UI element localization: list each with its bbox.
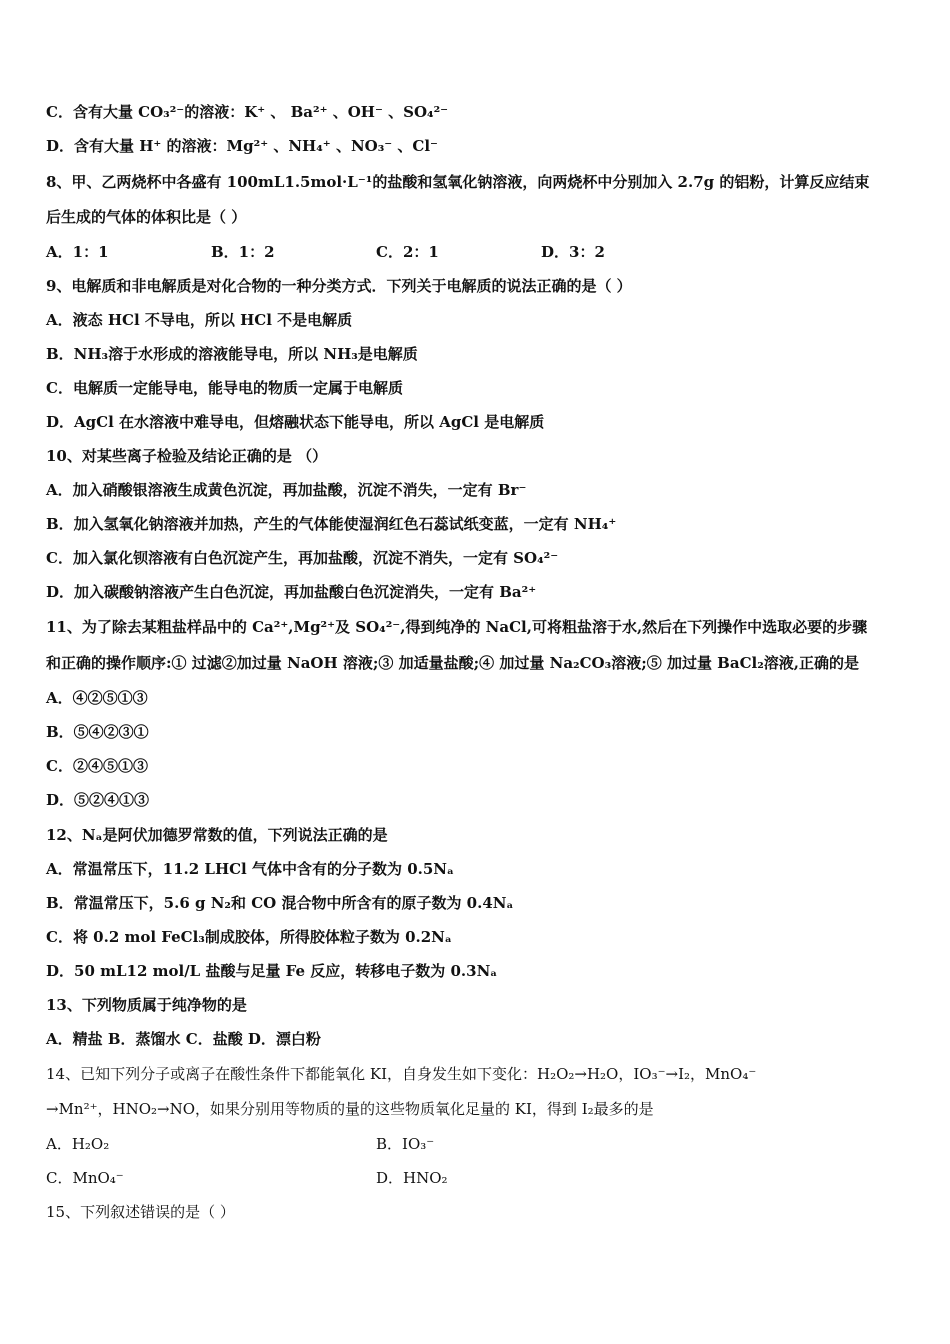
q10-option-d: D．加入碳酸钠溶液产生白色沉淀，再加盐酸白色沉淀消失，一定有 Ba²⁺ <box>46 583 537 601</box>
q11-option-d: D．⑤②④①③ <box>46 791 150 809</box>
q14-option-a: A．H₂O₂ <box>46 1135 110 1153</box>
q8-option-a: A．1：1 <box>46 243 109 261</box>
q12-option-b: B．常温常压下，5.6 g N₂和 CO 混合物中所含有的原子数为 0.4Nₐ <box>46 894 514 912</box>
q14-stem-line2: →Mn²⁺，HNO₂→NO，如果分别用等物质的量的这些物质氧化足量的 KI，得到 I₂最多的是 <box>46 1100 654 1118</box>
q14-stem-line1: 14、已知下列分子或离子在酸性条件下都能氧化 KI，自身发生如下变化：H₂O₂→H₂O，IO₃⁻→I₂，MnO₄⁻ <box>46 1065 757 1083</box>
q10-option-a: A．加入硝酸银溶液生成黄色沉淀，再加盐酸，沉淀不消失，一定有 Br⁻ <box>46 481 527 499</box>
q8-option-b: B．1：2 <box>211 243 275 261</box>
q8-stem-line2: 后生成的气体的体积比是（ ） <box>46 208 247 226</box>
q9-stem: 9、电解质和非电解质是对化合物的一种分类方式．下列关于电解质的说法正确的是（ ） <box>46 277 632 295</box>
q14-option-c: C．MnO₄⁻ <box>46 1169 124 1187</box>
q12-option-d: D．50 mL12 mol/L 盐酸与足量 Fe 反应，转移电子数为 0.3Nₐ <box>46 962 498 980</box>
q11-option-b: B．⑤④②③① <box>46 723 149 741</box>
q11-option-c: C．②④⑤①③ <box>46 757 148 775</box>
q12-stem: 12、Nₐ是阿伏加德罗常数的值，下列说法正确的是 <box>46 826 388 844</box>
q15-stem: 15、下列叙述错误的是（ ） <box>46 1203 235 1221</box>
q11-stem-line1: 11、为了除去某粗盐样品中的 Ca²⁺,Mg²⁺及 SO₄²⁻,得到纯净的 NaCl,可将粗盐溶于水,然后在下列操作中选取必要的步骤 <box>46 618 868 636</box>
q14-option-d: D．HNO₂ <box>376 1169 448 1187</box>
q11-option-a: A．④②⑤①③ <box>46 689 148 707</box>
q7-option-d: D．含有大量 H⁺ 的溶液：Mg²⁺ 、NH₄⁺ 、NO₃⁻ 、Cl⁻ <box>46 137 438 155</box>
q7-option-c: C．含有大量 CO₃²⁻的溶液：K⁺ 、 Ba²⁺ 、OH⁻ 、SO₄²⁻ <box>46 103 449 121</box>
q12-option-a: A．常温常压下，11.2 LHCl 气体中含有的分子数为 0.5Nₐ <box>46 860 454 878</box>
q12-option-c: C．将 0.2 mol FeCl₃制成胶体，所得胶体粒子数为 0.2Nₐ <box>46 928 452 946</box>
q8-option-c: C．2：1 <box>376 243 439 261</box>
q14-option-b: B．IO₃⁻ <box>376 1135 435 1153</box>
q13-stem: 13、下列物质属于纯净物的是 <box>46 996 247 1014</box>
q8-option-d: D．3：2 <box>541 243 605 261</box>
q9-option-c: C．电解质一定能导电，能导电的物质一定属于电解质 <box>46 379 403 397</box>
q10-option-c: C．加入氯化钡溶液有白色沉淀产生，再加盐酸，沉淀不消失，一定有 SO₄²⁻ <box>46 549 559 567</box>
q9-option-d: D．AgCl 在水溶液中难导电，但熔融状态下能导电，所以 AgCl 是电解质 <box>46 413 545 431</box>
q8-stem-line1: 8、甲、乙两烧杯中各盛有 100mL1.5mol·L⁻¹的盐酸和氢氧化钠溶液，向两烧杯中分别加入 2.7g 的铝粉，计算反应结束 <box>46 173 870 191</box>
q9-option-a: A．液态 HCl 不导电，所以 HCl 不是电解质 <box>46 311 353 329</box>
q13-options: A．精盐 B．蒸馏水 C．盐酸 D．漂白粉 <box>46 1030 321 1048</box>
q10-stem: 10、对某些离子检验及结论正确的是 （） <box>46 447 328 465</box>
q10-option-b: B．加入氢氧化钠溶液并加热，产生的气体能使湿润红色石蕊试纸变蓝，一定有 NH₄⁺ <box>46 515 617 533</box>
q11-stem-line2: 和正确的操作顺序:① 过滤②加过量 NaOH 溶液;③ 加适量盐酸;④ 加过量 Na₂CO₃溶液;⑤ 加过量 BaCl₂溶液,正确的是 <box>46 654 859 672</box>
q9-option-b: B．NH₃溶于水形成的溶液能导电，所以 NH₃是电解质 <box>46 345 418 363</box>
